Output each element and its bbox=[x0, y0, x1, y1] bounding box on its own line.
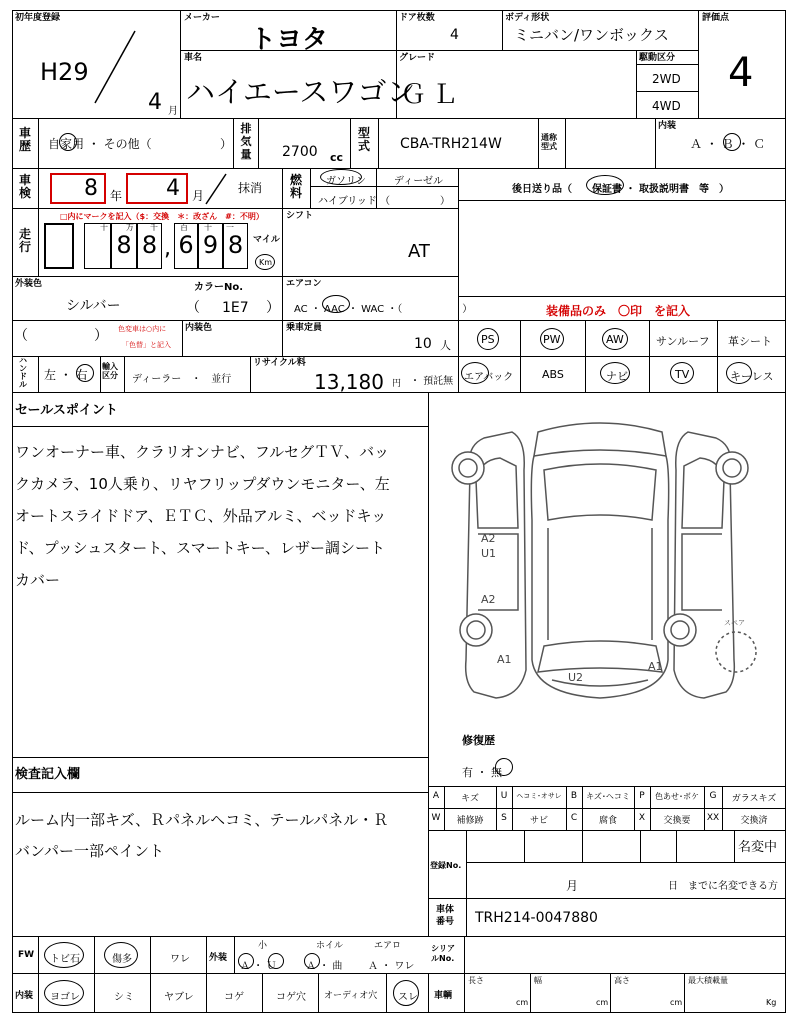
type-label: 型式 bbox=[357, 126, 370, 153]
recycle-value: 13,180 bbox=[314, 370, 384, 394]
legend-desc: 腐食 bbox=[598, 816, 617, 826]
model-name-value: ハイエースワゴン bbox=[186, 75, 416, 109]
type-value: CBA-TRH214W bbox=[400, 136, 502, 152]
inspection-year: 8 bbox=[84, 176, 98, 201]
displacement-label: 排気量 bbox=[240, 122, 252, 161]
chassis-value: TRH214-0047880 bbox=[475, 910, 598, 926]
mileage-digit bbox=[84, 223, 111, 269]
inspection-delete: 抹消 bbox=[238, 181, 263, 195]
equip-navi-circle bbox=[600, 362, 630, 384]
int-dirt-circle bbox=[44, 980, 84, 1006]
aero-label: エアロ bbox=[374, 941, 402, 951]
spare-label: スペア bbox=[724, 619, 745, 627]
mileage-km: Km bbox=[259, 258, 273, 267]
small-a-circle bbox=[238, 953, 254, 969]
equip-aw-circle bbox=[602, 328, 628, 350]
shift-label: シフト bbox=[286, 211, 314, 221]
capacity-unit: 人 bbox=[440, 339, 451, 352]
equip-sunroof: サンルーフ bbox=[656, 335, 710, 348]
color-change-note1: 色変車は○内に bbox=[118, 325, 167, 333]
int-item: コゲ穴 bbox=[276, 992, 306, 1003]
interior-color-label: 内装色 bbox=[185, 323, 213, 333]
reg-month: 月 bbox=[566, 879, 579, 893]
legend-code: G bbox=[709, 791, 717, 801]
equip-title: 装備品のみ 〇印 を記入 bbox=[546, 304, 691, 318]
sales-line: オートスライドドア、ＥＴＣ、外品アルミ、ベッドキッ bbox=[15, 507, 387, 525]
weight-unit: Kg bbox=[766, 998, 777, 1007]
ext-color-value: シルバー bbox=[66, 298, 121, 314]
unit-label: 十 bbox=[204, 223, 212, 232]
equip-abs: ABS bbox=[542, 368, 564, 381]
fw-item: ワレ bbox=[170, 954, 190, 965]
car-diagram bbox=[440, 410, 780, 710]
height-unit: cm bbox=[670, 998, 683, 1007]
fuel-diesel: ディーゼル bbox=[394, 176, 443, 187]
ac-value: AC ・ AAC ・ WAC ・（ ） bbox=[294, 304, 473, 315]
cc-unit: cc bbox=[330, 151, 344, 164]
body-value: ミニバン/ワンボックス bbox=[514, 26, 669, 44]
later-items-label: 後日送り品（ bbox=[512, 184, 572, 195]
ext-color-open: （ bbox=[14, 328, 28, 344]
body-label: ボディ形状 bbox=[505, 13, 550, 23]
fw-scratch-circle bbox=[104, 942, 138, 968]
int-wear-circle bbox=[393, 980, 419, 1006]
handle-label: ハンドル bbox=[19, 356, 27, 389]
first-reg-month: 4 bbox=[148, 90, 162, 115]
equip-pw: PW bbox=[543, 333, 561, 346]
mileage-mile: マイル bbox=[253, 235, 280, 245]
wheel-items: Ａ ・ 曲 bbox=[306, 961, 343, 972]
small-u-circle bbox=[268, 953, 284, 969]
legend-desc: ガラスキズ bbox=[731, 794, 777, 804]
fw-chip-circle bbox=[44, 942, 84, 968]
legend-code: X bbox=[638, 813, 646, 823]
fuel-gas-circle bbox=[320, 169, 362, 185]
equip-aw: AW bbox=[606, 333, 624, 346]
size-label: 車輌 bbox=[434, 991, 453, 1001]
mileage-digit: 8 bbox=[111, 223, 137, 269]
equip-pw-circle bbox=[540, 328, 564, 350]
equip-tv: TV bbox=[675, 368, 690, 381]
score-value: 4 bbox=[728, 50, 754, 96]
reg-day-note: 日 までに名変できる方 bbox=[668, 881, 778, 892]
doors-label: ドア枚数 bbox=[399, 13, 435, 23]
recycle-yen: 円 bbox=[392, 379, 402, 389]
inspection-month-unit: 月 bbox=[192, 189, 205, 203]
handle-value: 左 ・ 右 bbox=[44, 368, 88, 382]
legend-code: S bbox=[501, 813, 507, 823]
sales-line: ワンオーナー車、クラリオンナビ、フルセグＴＶ、バッ bbox=[15, 443, 390, 461]
ext-label: 外装 bbox=[209, 953, 228, 963]
equip-airbag: エアバック bbox=[464, 372, 514, 383]
int-item: ヨゴレ bbox=[50, 992, 80, 1003]
unit-label: 千 bbox=[150, 223, 158, 232]
model-name-label: 車名 bbox=[184, 53, 203, 63]
ext-color-close: ） bbox=[94, 328, 108, 344]
int-item: コゲ bbox=[224, 992, 244, 1003]
unit-label: 万 bbox=[126, 223, 134, 232]
shift-value: AT bbox=[408, 241, 430, 262]
fw-item: トビ石 bbox=[50, 954, 80, 965]
sales-line: ド、プッシュスタート、スマートキー、レザー調シート bbox=[15, 539, 386, 557]
repair-value: 有 ・ 無 bbox=[462, 766, 502, 779]
equip-ps: PS bbox=[481, 333, 495, 346]
km-circle bbox=[255, 254, 275, 270]
later-items: 保証書 ・ 取扱説明書 等 ） bbox=[592, 184, 729, 195]
legend-code: U bbox=[500, 791, 508, 801]
weight-label: 最大積載量 bbox=[688, 976, 728, 985]
recycle-deposit: ・ 預託無 bbox=[410, 376, 454, 387]
mileage-digit: 8 bbox=[137, 223, 162, 269]
history-close: ） bbox=[220, 137, 233, 151]
length-label: 長さ bbox=[468, 976, 484, 985]
score-label: 評価点 bbox=[702, 13, 730, 23]
unit-label: 十 bbox=[100, 223, 108, 232]
mileage-comma: , bbox=[164, 236, 171, 261]
reg-no-label: 登録No. bbox=[430, 861, 462, 870]
equip-keyless-circle bbox=[726, 362, 752, 384]
height-label: 高さ bbox=[614, 976, 630, 985]
repair-none-circle bbox=[495, 758, 513, 776]
int-item: オーディオ穴 bbox=[324, 991, 378, 1001]
equip-leather: 革シート bbox=[728, 335, 772, 348]
handle-right-circle bbox=[76, 364, 94, 382]
legend-desc: キズ bbox=[461, 794, 479, 804]
recycle-label: リサイクル料 bbox=[253, 358, 306, 368]
interior-grades: Ａ ・ Ｂ ・ Ｃ bbox=[690, 137, 766, 151]
legend-desc: ヘコミ･オサレ bbox=[516, 792, 562, 800]
history-label: 車歴 bbox=[18, 126, 31, 153]
common-type-label: 通称型式 bbox=[541, 133, 557, 151]
drive-2wd: 2WD bbox=[652, 72, 681, 86]
displacement-value: 2700 bbox=[282, 144, 318, 160]
equip-tv-circle bbox=[670, 362, 694, 384]
sales-title: セールスポイント bbox=[15, 403, 118, 418]
capacity-label: 乗車定員 bbox=[286, 323, 323, 333]
legend-desc: 色あせ･ボケ bbox=[655, 792, 699, 801]
color-no-close: ） bbox=[266, 300, 280, 316]
history-value: 自家用 ・ その他（ bbox=[48, 137, 152, 151]
drive-label: 駆動区分 bbox=[639, 53, 676, 63]
fuel-label: 燃料 bbox=[289, 173, 302, 200]
import-value: ディーラー ・ 並行 bbox=[132, 374, 232, 385]
legend-code: C bbox=[570, 813, 578, 823]
int-item: スレ bbox=[398, 992, 418, 1003]
capacity-value: 10 bbox=[414, 336, 432, 352]
legend-code: XX bbox=[706, 813, 720, 823]
remarks-line: バンパー一部ペイント bbox=[15, 842, 164, 860]
aero-items: Ａ ・ ワレ bbox=[368, 961, 415, 972]
chassis-label: 車体番号 bbox=[436, 905, 455, 927]
fw-item: 傷多 bbox=[112, 954, 132, 965]
mileage-digit: 6 bbox=[174, 223, 198, 269]
width-unit: cm bbox=[596, 998, 609, 1007]
color-change-note2: 「色替」と記入 bbox=[122, 341, 171, 349]
fuel-gas: ガソリン bbox=[326, 176, 366, 187]
ac-label: エアコン bbox=[286, 279, 322, 289]
wheel-label: ホイル bbox=[316, 941, 344, 951]
length-unit: cm bbox=[516, 998, 529, 1007]
interior-grade-b-circle bbox=[723, 133, 741, 151]
color-no-label: カラーNo. bbox=[194, 282, 244, 293]
inspection-label: 車検 bbox=[18, 173, 31, 200]
unit-label: 百 bbox=[180, 223, 188, 232]
inspection-year-unit: 年 bbox=[110, 189, 123, 203]
inspection-month: 4 bbox=[166, 176, 180, 201]
drive-4wd: 4WD bbox=[652, 99, 681, 113]
legend-code: W bbox=[431, 813, 441, 823]
name-change: 名変中 bbox=[738, 840, 778, 855]
fuel-hybrid: ハイブリッド bbox=[318, 196, 377, 207]
small-items: Ａ ・ Ｕ bbox=[240, 961, 277, 972]
import-label: 輸入区分 bbox=[102, 362, 118, 380]
equip-navi: ナビ bbox=[606, 370, 628, 383]
legend-grid bbox=[428, 786, 786, 830]
repair-label: 修復歴 bbox=[462, 734, 495, 747]
legend-code: P bbox=[639, 791, 645, 801]
legend-desc: 交換済 bbox=[740, 816, 768, 826]
legend-desc: 交換要 bbox=[663, 816, 691, 826]
grade-label: グレード bbox=[399, 53, 436, 63]
small-label: 小 bbox=[258, 941, 268, 951]
legend-code: A bbox=[432, 791, 440, 801]
mileage-label: 走行 bbox=[18, 227, 31, 254]
unit-label: 一 bbox=[226, 223, 234, 232]
ext-color-label: 外装色 bbox=[15, 279, 43, 289]
warranty-circle bbox=[586, 175, 624, 195]
damage-mark: U2 bbox=[568, 671, 584, 684]
damage-mark: A2 bbox=[481, 532, 496, 545]
mileage-digit: 8 bbox=[223, 223, 248, 269]
first-reg-year: H29 bbox=[40, 58, 89, 86]
first-reg-label: 初年度登録 bbox=[15, 13, 61, 23]
color-no-value: 1E7 bbox=[222, 300, 249, 316]
damage-mark: A1 bbox=[648, 660, 663, 673]
int-item: シミ bbox=[114, 992, 134, 1003]
int-item: ヤブレ bbox=[164, 992, 194, 1003]
legend-desc: 補修跡 bbox=[456, 816, 484, 826]
mileage-digit: 9 bbox=[198, 223, 223, 269]
serial-label: シリアルNo. bbox=[431, 944, 455, 963]
damage-mark: A1 bbox=[497, 653, 512, 666]
first-reg-slash bbox=[90, 28, 140, 108]
legend-desc: サビ bbox=[529, 816, 548, 826]
damage-mark: U1 bbox=[481, 547, 497, 560]
private-use-circle bbox=[59, 133, 77, 151]
legend-desc: キズ･ヘコミ bbox=[586, 792, 630, 801]
equip-keyless: キーレス bbox=[730, 370, 774, 383]
mileage-note: □内にマークを記入（$：交換 ＊：改ざん #：不明） bbox=[60, 212, 264, 221]
maker-label: メーカー bbox=[184, 13, 220, 23]
mileage-mark-box bbox=[44, 223, 74, 269]
maker-value: トヨタ bbox=[250, 25, 329, 55]
fuel-other: （ ） bbox=[380, 196, 450, 207]
remarks-line: ルーム内一部キズ、Ｒパネルヘコミ、テールパネル・Ｒ bbox=[15, 811, 389, 829]
fw-label: FW bbox=[18, 950, 35, 960]
doors-value: 4 bbox=[450, 27, 459, 43]
width-label: 幅 bbox=[534, 976, 542, 985]
interior-grade-label: 内装 bbox=[658, 121, 677, 131]
int-label: 内装 bbox=[15, 991, 34, 1001]
equip-ps-circle bbox=[477, 328, 499, 350]
damage-mark: A2 bbox=[481, 593, 496, 606]
inspection-slash bbox=[200, 172, 230, 206]
grade-value: ＧＬ bbox=[400, 80, 465, 110]
wheel-a-circle bbox=[304, 953, 320, 969]
first-reg-month-unit: 月 bbox=[168, 106, 178, 117]
aac-circle bbox=[322, 295, 350, 313]
sales-line: クカメラ、10人乗り、リヤフリップダウンモニター、左 bbox=[15, 475, 390, 493]
legend-code: B bbox=[570, 791, 578, 801]
equip-airbag-circle bbox=[461, 362, 489, 384]
remarks-title: 検査記入欄 bbox=[15, 767, 81, 782]
sales-line: カバー bbox=[15, 571, 61, 589]
color-no-open: （ bbox=[186, 300, 200, 316]
